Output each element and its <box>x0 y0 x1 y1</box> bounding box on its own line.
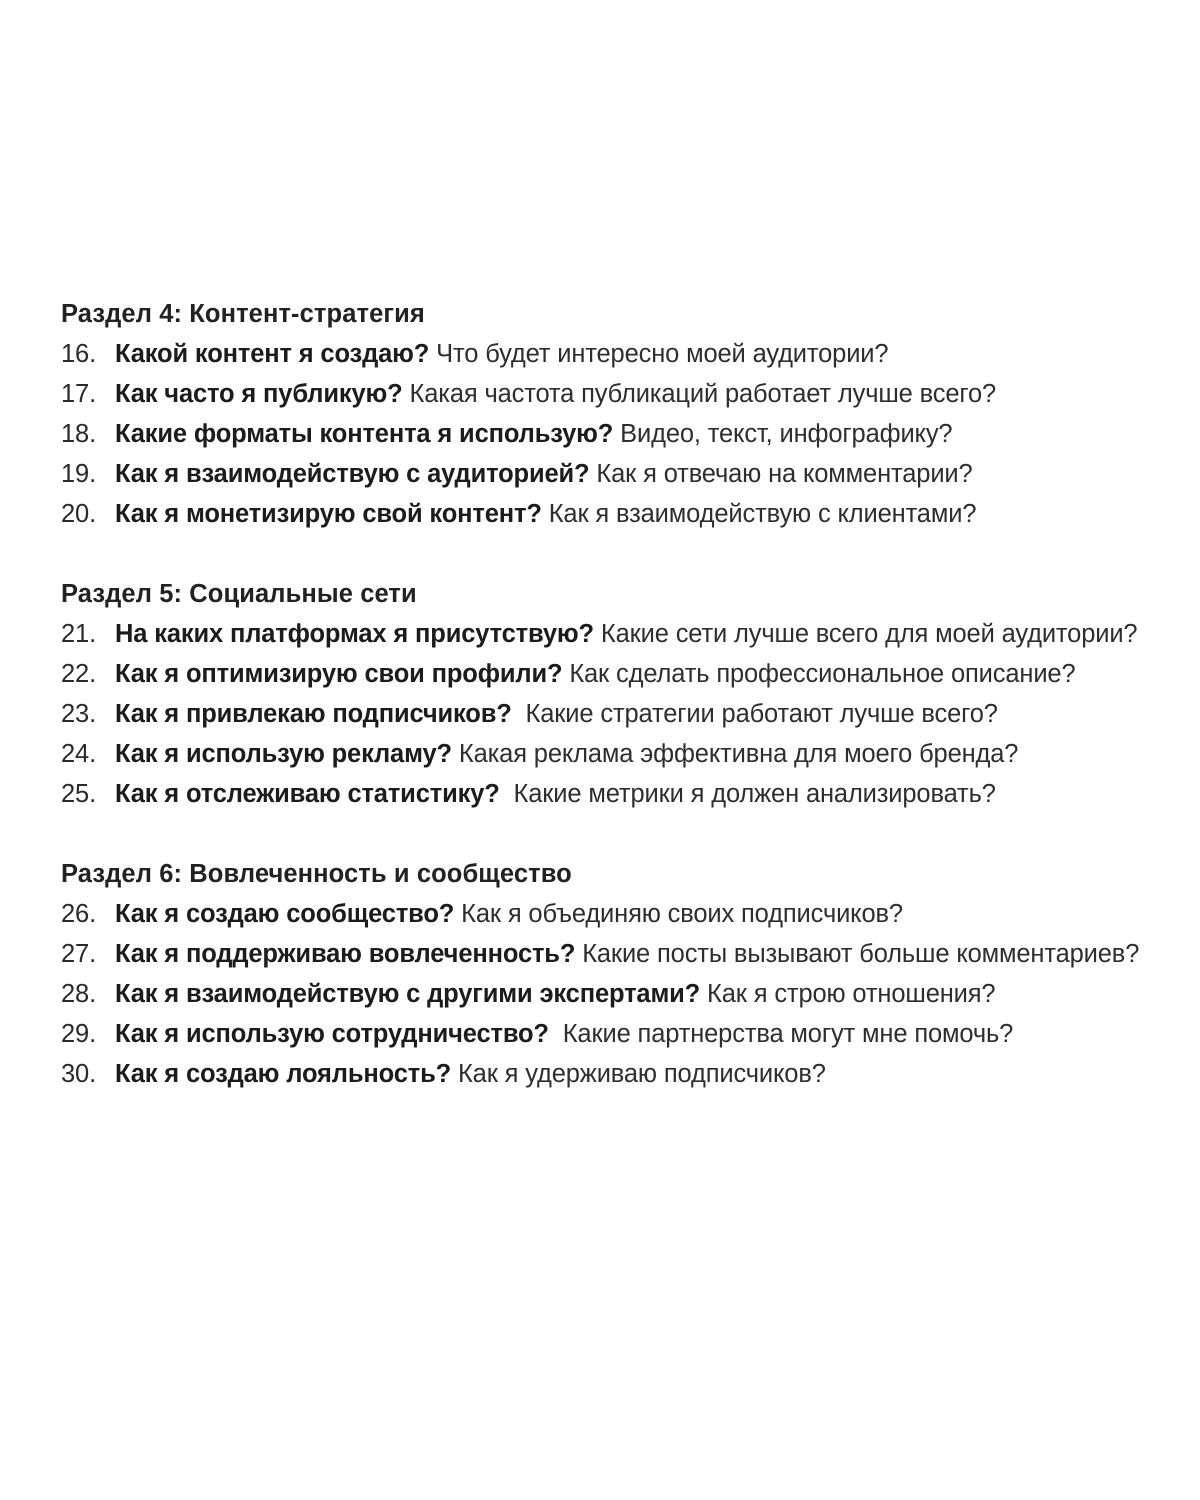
section-engagement-community <box>61 854 1141 1094</box>
section-title: Раздел 6: Вовлеченность и сообщество <box>61 860 572 888</box>
question-text <box>115 454 1141 494</box>
document-body <box>61 294 1141 1134</box>
question-item <box>61 1054 1141 1094</box>
question-detail: Какие посты вызывают больше комментариев? <box>575 940 1140 968</box>
question-detail: Как я отвечаю на комментарии? <box>589 460 973 488</box>
question-text <box>115 494 1141 534</box>
question-number: 21. <box>61 620 96 648</box>
question-item <box>61 1014 1141 1054</box>
question-item <box>61 614 1141 654</box>
question-number: 28. <box>61 980 96 1008</box>
question-item <box>61 934 1141 974</box>
question-detail: Какая частота публикаций работает лучше всего? <box>402 380 997 408</box>
question-detail: Какая реклама эффективна для моего бренда? <box>451 740 1019 768</box>
question-detail: Какие стратегии работают лучше всего? <box>511 700 998 728</box>
section-title: Раздел 5: Социальные сети <box>61 580 417 608</box>
question-lead: Как я взаимодействую с аудиторией? <box>115 460 590 488</box>
question-number: 16. <box>61 340 96 368</box>
question-lead: Как я взаимодействую с другими экспертами? <box>115 980 701 1008</box>
question-detail: Как я взаимодействую с клиентами? <box>541 500 977 528</box>
question-detail: Как я удерживаю подписчиков? <box>451 1060 826 1088</box>
question-lead: Как я создаю лояльность? <box>115 1060 452 1088</box>
question-number: 24. <box>61 740 96 768</box>
question-text <box>115 1054 1141 1094</box>
question-lead: Как я привлекаю подписчиков? <box>115 700 512 728</box>
question-number: 23. <box>61 700 96 728</box>
question-lead: Какие форматы контента я использую? <box>115 420 614 448</box>
question-number: 29. <box>61 1020 96 1048</box>
question-number: 20. <box>61 500 96 528</box>
question-text <box>115 654 1141 694</box>
section-title: Раздел 4: Контент-стратегия <box>61 300 425 328</box>
question-lead: Как я использую рекламу? <box>115 740 452 768</box>
question-item <box>61 414 1141 454</box>
question-text <box>115 614 1141 654</box>
question-list <box>61 614 1141 814</box>
question-detail: Что будет интересно моей аудитории? <box>429 340 889 368</box>
question-item <box>61 694 1141 734</box>
question-lead: Как я монетизирую свой контент? <box>115 500 542 528</box>
question-lead: Как я создаю сообщество? <box>115 900 455 928</box>
question-number: 26. <box>61 900 96 928</box>
question-detail: Как я строю отношения? <box>700 980 996 1008</box>
question-item <box>61 494 1141 534</box>
question-list <box>61 334 1141 534</box>
question-text <box>115 414 1141 454</box>
question-text <box>115 334 1141 374</box>
question-detail: Видео, текст, инфографику? <box>613 420 953 448</box>
section-social-networks <box>61 574 1141 814</box>
question-item <box>61 894 1141 934</box>
question-item <box>61 374 1141 414</box>
question-detail: Как я объединяю своих подписчиков? <box>454 900 903 928</box>
section-content-strategy <box>61 294 1141 534</box>
question-number: 19. <box>61 460 96 488</box>
question-number: 22. <box>61 660 96 688</box>
question-item <box>61 334 1141 374</box>
question-number: 30. <box>61 1060 96 1088</box>
question-number: 18. <box>61 420 96 448</box>
question-lead: Какой контент я создаю? <box>115 340 430 368</box>
question-lead: Как я использую сотрудничество? <box>115 1020 549 1048</box>
question-lead: Как я оптимизирую свои профили? <box>115 660 563 688</box>
question-number: 25. <box>61 780 96 808</box>
question-item <box>61 974 1141 1014</box>
question-list <box>61 894 1141 1094</box>
question-detail: Как сделать профессиональное описание? <box>562 660 1076 688</box>
question-item <box>61 734 1141 774</box>
question-lead: Как часто я публикую? <box>115 380 403 408</box>
question-item <box>61 454 1141 494</box>
question-text <box>115 774 1141 814</box>
question-text <box>115 974 1141 1014</box>
question-detail: Какие сети лучше всего для моей аудитории? <box>593 620 1138 648</box>
question-lead: Как я отслеживаю статистику? <box>115 780 500 808</box>
question-lead: Как я поддерживаю вовлеченность? <box>115 940 576 968</box>
question-text <box>115 1014 1141 1054</box>
question-number: 27. <box>61 940 96 968</box>
question-item <box>61 654 1141 694</box>
question-text <box>115 934 1141 974</box>
question-lead: На каких платформах я присутствую? <box>115 620 594 648</box>
question-detail: Какие партнерства могут мне помочь? <box>548 1020 1014 1048</box>
question-text <box>115 374 1141 414</box>
question-text <box>115 694 1141 734</box>
question-item <box>61 774 1141 814</box>
question-number: 17. <box>61 380 96 408</box>
question-text <box>115 894 1141 934</box>
question-text <box>115 734 1141 774</box>
question-detail: Какие метрики я должен анализировать? <box>499 780 996 808</box>
